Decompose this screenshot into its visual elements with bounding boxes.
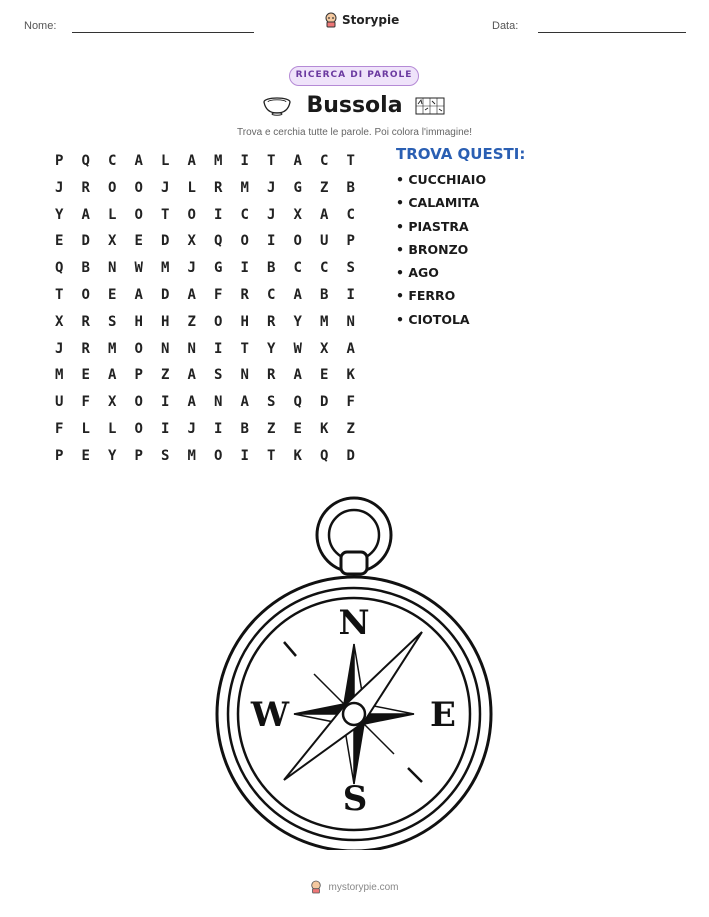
- grid-letter[interactable]: T: [240, 340, 249, 357]
- storypie-mascot-icon: [324, 12, 338, 28]
- grid-letter[interactable]: T: [267, 153, 276, 169]
- grid-letter[interactable]: A: [346, 340, 355, 357]
- grid-letter[interactable]: S: [214, 367, 223, 384]
- grid-letter[interactable]: A: [134, 153, 143, 169]
- page-title: Bussola: [306, 93, 403, 118]
- grid-letter[interactable]: M: [55, 367, 64, 384]
- grid-letter[interactable]: A: [108, 367, 117, 384]
- grid-letter[interactable]: X: [320, 340, 329, 357]
- grid-letter[interactable]: Y: [293, 313, 302, 330]
- grid-letter[interactable]: I: [161, 420, 170, 437]
- grid-letter[interactable]: G: [214, 260, 223, 277]
- grid-letter[interactable]: A: [134, 286, 143, 303]
- grid-letter[interactable]: M: [214, 153, 223, 169]
- grid-letter[interactable]: M: [320, 313, 329, 330]
- footer: [0, 880, 709, 894]
- word-list-item: • CALAMITA: [396, 194, 486, 217]
- grid-letter[interactable]: Y: [108, 447, 117, 464]
- grid-letter[interactable]: R: [267, 313, 276, 330]
- grid-letter[interactable]: A: [293, 367, 302, 384]
- compass-north-label: N: [338, 603, 370, 643]
- grid-letter[interactable]: A: [293, 153, 302, 169]
- grid-letter[interactable]: W: [134, 260, 143, 277]
- grid-letter[interactable]: Y: [267, 340, 276, 357]
- grid-letter[interactable]: B: [240, 420, 249, 437]
- word-list-item: • BRONZO: [396, 241, 486, 264]
- grid-row: [46, 148, 364, 175]
- grid-letter[interactable]: L: [161, 153, 170, 169]
- word-list-item: • CUCCHIAIO: [396, 171, 486, 194]
- grid-letter[interactable]: D: [81, 233, 90, 250]
- grid-letter[interactable]: C: [267, 286, 276, 303]
- grid-letter[interactable]: T: [161, 206, 170, 223]
- instructions: Trova e cerchia tutte le parole. Poi colora l'immagine!: [237, 127, 472, 138]
- grid-letter[interactable]: N: [187, 340, 196, 357]
- grid-letter[interactable]: B: [267, 260, 276, 277]
- grid-letter[interactable]: Z: [346, 420, 355, 437]
- name-line: [72, 32, 254, 33]
- grid-letter[interactable]: E: [55, 233, 64, 250]
- grid-letter[interactable]: N: [108, 260, 117, 277]
- grid-letter[interactable]: E: [81, 447, 90, 464]
- grid-letter[interactable]: Q: [81, 153, 90, 169]
- grid-letter[interactable]: K: [320, 420, 329, 437]
- grid-letter[interactable]: L: [81, 420, 90, 437]
- grid-letter[interactable]: X: [55, 313, 64, 330]
- grid-letter[interactable]: W: [293, 340, 302, 357]
- grid-letter[interactable]: N: [214, 394, 223, 411]
- grid-letter[interactable]: H: [240, 313, 249, 330]
- grid-row: [46, 309, 364, 336]
- grid-row: [46, 443, 364, 470]
- grid-letter[interactable]: J: [55, 340, 64, 357]
- grid-letter[interactable]: O: [240, 233, 249, 250]
- grid-letter[interactable]: H: [161, 313, 170, 330]
- grid-letter[interactable]: U: [55, 394, 64, 411]
- grid-letter[interactable]: R: [81, 313, 90, 330]
- grid-letter[interactable]: D: [161, 286, 170, 303]
- grid-letter[interactable]: J: [267, 179, 276, 196]
- grid-letter[interactable]: A: [293, 286, 302, 303]
- grid-letter[interactable]: E: [108, 286, 117, 303]
- grid-letter[interactable]: O: [108, 179, 117, 196]
- grid-row: [46, 336, 364, 363]
- grid-letter[interactable]: S: [346, 260, 355, 277]
- grid-letter[interactable]: I: [214, 206, 223, 223]
- grid-letter[interactable]: X: [108, 394, 117, 411]
- grid-row: [46, 416, 364, 443]
- grid-letter[interactable]: X: [187, 233, 196, 250]
- grid-letter[interactable]: J: [161, 179, 170, 196]
- grid-letter[interactable]: B: [81, 260, 90, 277]
- grid-letter[interactable]: Y: [55, 206, 64, 223]
- grid-letter[interactable]: G: [293, 179, 302, 196]
- grid-letter[interactable]: C: [108, 153, 117, 169]
- word-list-item: • PIASTRA: [396, 218, 486, 241]
- grid-letter[interactable]: C: [293, 260, 302, 277]
- grid-row: [46, 389, 364, 416]
- grid-letter[interactable]: H: [134, 313, 143, 330]
- grid-letter[interactable]: I: [240, 447, 249, 464]
- grid-letter[interactable]: L: [108, 420, 117, 437]
- grid-letter[interactable]: N: [161, 340, 170, 357]
- brand-logo: [324, 12, 399, 28]
- compass-west-label: W: [250, 695, 290, 735]
- word-list-title: TROVA QUESTI:: [396, 145, 526, 163]
- grid-letter[interactable]: C: [320, 260, 329, 277]
- grid-letter[interactable]: K: [293, 447, 302, 464]
- grid-letter[interactable]: C: [320, 153, 329, 169]
- grid-letter[interactable]: O: [293, 233, 302, 250]
- grid-letter[interactable]: K: [346, 367, 355, 384]
- grid-letter[interactable]: X: [293, 206, 302, 223]
- grid-letter[interactable]: Z: [187, 313, 196, 330]
- compass-south-label: S: [342, 779, 368, 819]
- grid-letter[interactable]: Q: [293, 394, 302, 411]
- grid-letter[interactable]: Z: [320, 179, 329, 196]
- category-badge: RICERCA DI PAROLE: [289, 66, 419, 86]
- grid-letter[interactable]: I: [240, 260, 249, 277]
- storypie-mascot-icon: [310, 880, 322, 894]
- grid-letter[interactable]: O: [81, 286, 90, 303]
- grid-letter[interactable]: M: [240, 179, 249, 196]
- grid-letter[interactable]: B: [346, 179, 355, 196]
- grid-letter[interactable]: S: [267, 394, 276, 411]
- compass-illustration: [212, 490, 496, 850]
- grid-letter[interactable]: U: [320, 233, 329, 250]
- grid-letter[interactable]: E: [293, 420, 302, 437]
- grid-letter[interactable]: Q: [214, 233, 223, 250]
- word-search-grid: [46, 148, 364, 470]
- grid-letter[interactable]: P: [134, 367, 143, 384]
- grid-letter[interactable]: R: [214, 179, 223, 196]
- grid-letter[interactable]: Q: [320, 447, 329, 464]
- grid-letter[interactable]: F: [346, 394, 355, 411]
- grid-letter[interactable]: M: [187, 447, 196, 464]
- grid-letter[interactable]: A: [320, 206, 329, 223]
- grid-letter[interactable]: D: [320, 394, 329, 411]
- date-line: [538, 32, 686, 33]
- grid-letter[interactable]: P: [346, 233, 355, 250]
- grid-letter[interactable]: D: [161, 233, 170, 250]
- grid-letter[interactable]: X: [108, 233, 117, 250]
- grid-letter[interactable]: E: [134, 233, 143, 250]
- grid-letter[interactable]: Z: [161, 367, 170, 384]
- grid-letter[interactable]: R: [240, 286, 249, 303]
- word-list-item: • FERRO: [396, 287, 486, 310]
- grid-letter[interactable]: F: [214, 286, 223, 303]
- name-label: Nome:: [24, 20, 57, 32]
- grid-letter[interactable]: P: [55, 153, 64, 169]
- grid-letter[interactable]: F: [55, 420, 64, 437]
- grid-letter[interactable]: T: [55, 286, 64, 303]
- grid-letter[interactable]: L: [187, 179, 196, 196]
- grid-row: [46, 362, 364, 389]
- grid-letter[interactable]: J: [187, 420, 196, 437]
- grid-letter[interactable]: I: [267, 233, 276, 250]
- grid-letter[interactable]: J: [55, 179, 64, 196]
- grid-letter[interactable]: S: [108, 313, 117, 330]
- grid-letter[interactable]: E: [320, 367, 329, 384]
- grid-letter[interactable]: O: [134, 394, 143, 411]
- grid-letter[interactable]: A: [187, 153, 196, 169]
- grid-letter[interactable]: J: [187, 260, 196, 277]
- grid-letter[interactable]: J: [267, 206, 276, 223]
- grid-letter[interactable]: B: [320, 286, 329, 303]
- grid-letter[interactable]: P: [55, 447, 64, 464]
- grid-letter[interactable]: C: [346, 206, 355, 223]
- grid-letter[interactable]: R: [267, 367, 276, 384]
- word-list: [396, 171, 486, 334]
- grid-letter[interactable]: N: [240, 367, 249, 384]
- word-list-item: • AGO: [396, 264, 486, 287]
- grid-row: [46, 282, 364, 309]
- grid-letter[interactable]: Q: [55, 260, 64, 277]
- grid-letter[interactable]: L: [108, 206, 117, 223]
- grid-letter[interactable]: C: [240, 206, 249, 223]
- grid-letter[interactable]: A: [81, 206, 90, 223]
- grid-row: [46, 228, 364, 255]
- grid-row: [46, 255, 364, 282]
- grid-letter[interactable]: Z: [267, 420, 276, 437]
- grid-letter[interactable]: S: [161, 447, 170, 464]
- grid-letter[interactable]: I: [161, 394, 170, 411]
- grid-letter[interactable]: R: [81, 179, 90, 196]
- grid-letter[interactable]: A: [240, 394, 249, 411]
- grid-letter[interactable]: T: [346, 153, 355, 169]
- grid-row: [46, 202, 364, 229]
- grid-letter[interactable]: O: [134, 420, 143, 437]
- letter-grid-icon: [414, 96, 448, 116]
- grid-letter[interactable]: I: [214, 340, 223, 357]
- word-list-item: • CIOTOLA: [396, 311, 486, 334]
- grid-letter[interactable]: T: [267, 447, 276, 464]
- date-label: Data:: [492, 20, 519, 32]
- grid-letter[interactable]: I: [346, 286, 355, 303]
- grid-letter[interactable]: I: [240, 153, 249, 169]
- compass-east-label: E: [430, 695, 456, 735]
- grid-letter[interactable]: M: [161, 260, 170, 277]
- grid-letter[interactable]: M: [108, 340, 117, 357]
- grid-letter[interactable]: A: [187, 286, 196, 303]
- grid-letter[interactable]: R: [81, 340, 90, 357]
- grid-letter[interactable]: D: [346, 447, 355, 464]
- grid-letter[interactable]: I: [214, 420, 223, 437]
- grid-letter[interactable]: E: [81, 367, 90, 384]
- grid-letter[interactable]: N: [346, 313, 355, 330]
- grid-letter[interactable]: O: [214, 447, 223, 464]
- grid-letter[interactable]: O: [134, 179, 143, 196]
- grid-letter[interactable]: A: [187, 394, 196, 411]
- grid-letter[interactable]: F: [81, 394, 90, 411]
- grid-letter[interactable]: O: [214, 313, 223, 330]
- grid-letter[interactable]: A: [187, 367, 196, 384]
- grid-letter[interactable]: O: [134, 206, 143, 223]
- grid-letter[interactable]: O: [134, 340, 143, 357]
- brand-name: Storypie: [342, 13, 400, 27]
- footer-url: mystorypie.com: [328, 881, 399, 893]
- grid-row: [46, 175, 364, 202]
- grid-letter[interactable]: P: [134, 447, 143, 464]
- grid-letter[interactable]: O: [187, 206, 196, 223]
